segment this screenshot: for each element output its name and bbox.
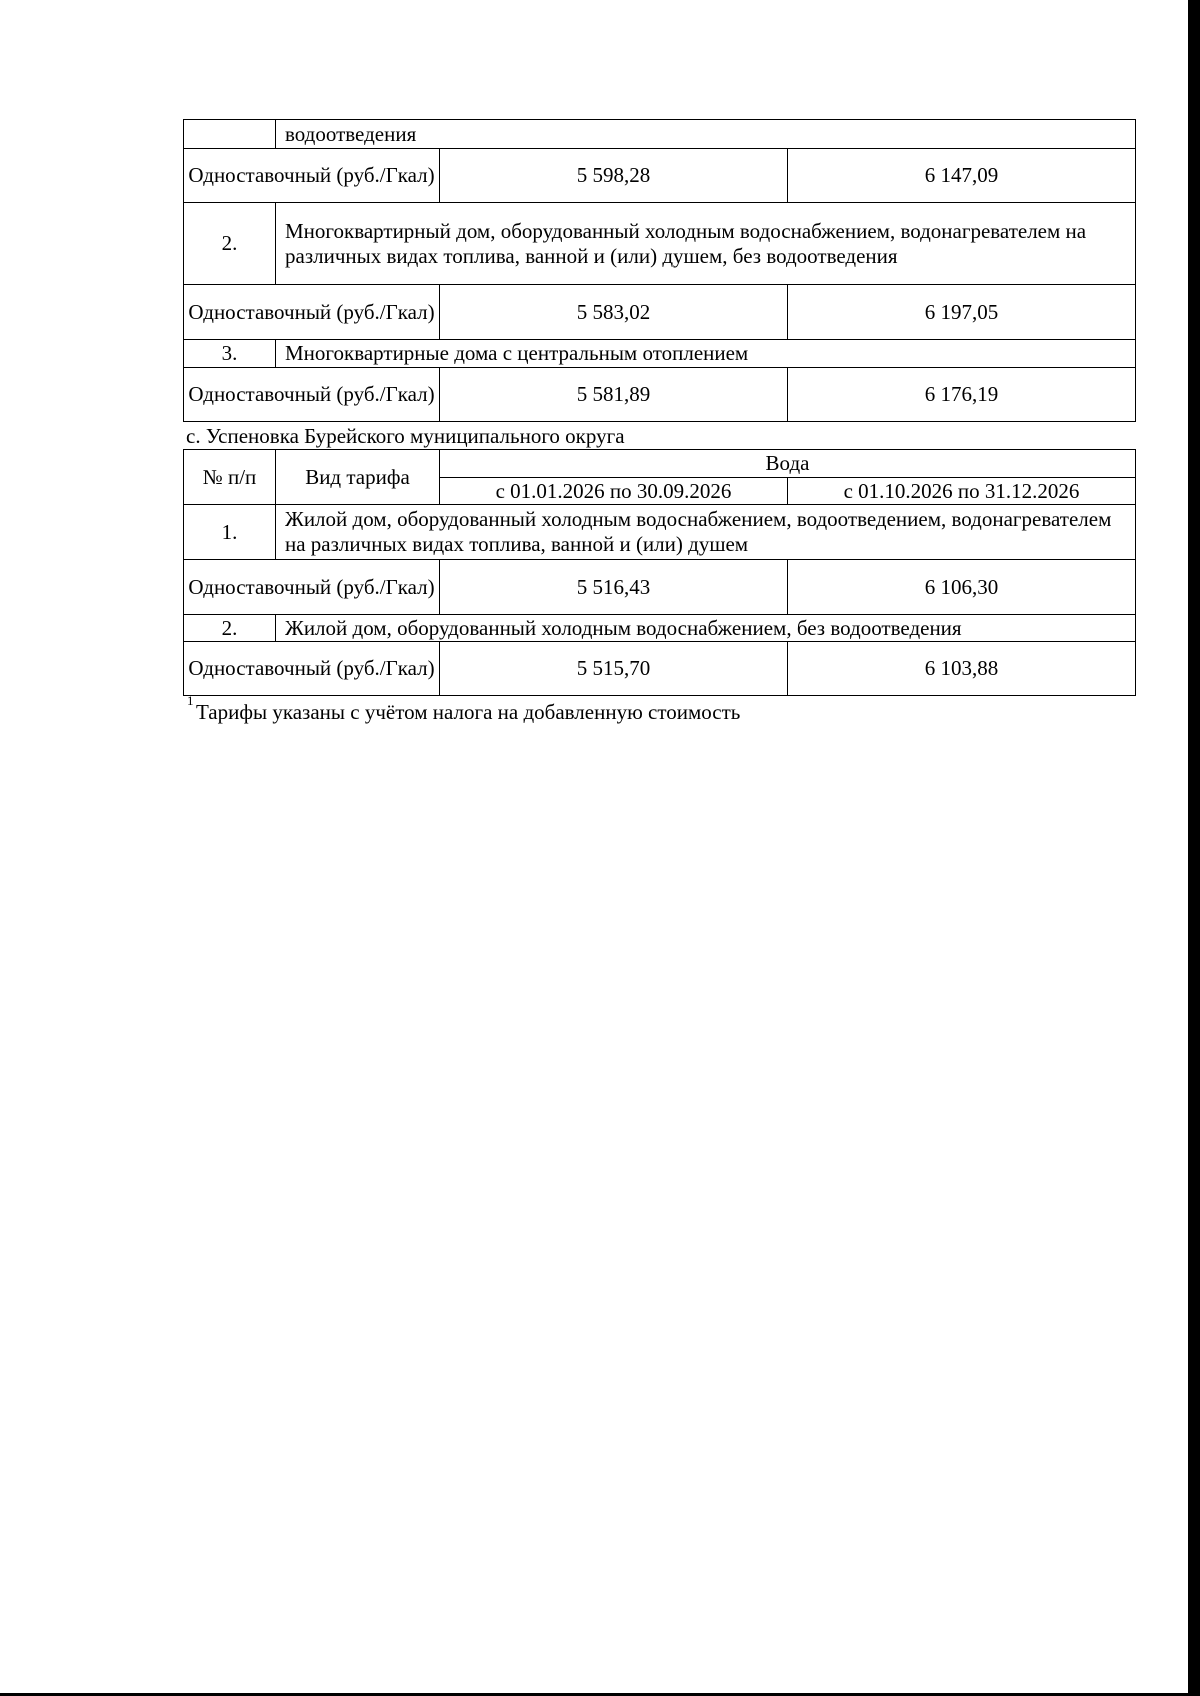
tariff-value-period-2: 6 103,88: [788, 642, 1136, 696]
column-header-period-1: с 01.01.2026 по 30.09.2026: [440, 478, 788, 505]
tariff-value-period-1: 5 583,02: [440, 285, 788, 340]
table-row: [184, 615, 1136, 642]
scan-border-right: [1188, 0, 1200, 1696]
group-description-cell: Многоквартирные дома с центральным отоплением: [276, 340, 1136, 368]
tariff-table-uspenovka: [183, 449, 1136, 696]
row-number-cell: 2.: [184, 203, 276, 285]
footnote-text: Тарифы указаны с учётом налога на добавленную стоимость: [196, 700, 741, 724]
group-description-cell: Жилой дом, оборудованный холодным водоснабжением, водоотведением, водонагревателем на различных видах топлива, ванной и (или) душем: [276, 505, 1136, 560]
tariff-value-period-1: 5 581,89: [440, 368, 788, 422]
table-row: [184, 642, 1136, 696]
table-row: [184, 203, 1136, 285]
table-row: [184, 149, 1136, 203]
table-row: [184, 368, 1136, 422]
tariff-type-cell: Одноставочный (руб./Гкал): [184, 368, 440, 422]
table-row: [184, 340, 1136, 368]
tariff-value-period-1: 5 598,28: [440, 149, 788, 203]
table-row: [184, 120, 1136, 149]
locality-heading: с. Успеновка Бурейского муниципального округа: [186, 424, 625, 448]
tariff-value-period-2: 6 176,19: [788, 368, 1136, 422]
column-header-period-2: с 01.10.2026 по 31.12.2026: [788, 478, 1136, 505]
footnote-marker: 1: [187, 693, 194, 708]
row-number-cell: 2.: [184, 615, 276, 642]
tariff-type-cell: Одноставочный (руб./Гкал): [184, 560, 440, 615]
column-header-tariff-type: Вид тарифа: [276, 450, 440, 505]
row-number-cell: [184, 120, 276, 149]
table-row: [184, 505, 1136, 560]
column-header-resource: Вода: [440, 450, 1136, 478]
tariff-type-cell: Одноставочный (руб./Гкал): [184, 149, 440, 203]
group-description-cell: Жилой дом, оборудованный холодным водоснабжением, без водоотведения: [276, 615, 1136, 642]
table-row: [184, 285, 1136, 340]
tariff-value-period-2: 6 197,05: [788, 285, 1136, 340]
tariff-table-continued: [183, 119, 1136, 422]
tariff-value-period-1: 5 515,70: [440, 642, 788, 696]
group-description-cell: водоотведения: [276, 120, 1136, 149]
tariff-value-period-1: 5 516,43: [440, 560, 788, 615]
tariff-value-period-2: 6 147,09: [788, 149, 1136, 203]
tariff-value-period-2: 6 106,30: [788, 560, 1136, 615]
tariff-type-cell: Одноставочный (руб./Гкал): [184, 642, 440, 696]
table-row: [184, 560, 1136, 615]
row-number-cell: 3.: [184, 340, 276, 368]
footnote: [187, 693, 741, 725]
tariff-type-cell: Одноставочный (руб./Гкал): [184, 285, 440, 340]
table-header-row: [184, 450, 1136, 478]
column-header-number: № п/п: [184, 450, 276, 505]
row-number-cell: 1.: [184, 505, 276, 560]
group-description-cell: Многоквартирный дом, оборудованный холодным водоснабжением, водонагревателем на различных видах топлива, ванной и (или) душем, без водоотведения: [276, 203, 1136, 285]
